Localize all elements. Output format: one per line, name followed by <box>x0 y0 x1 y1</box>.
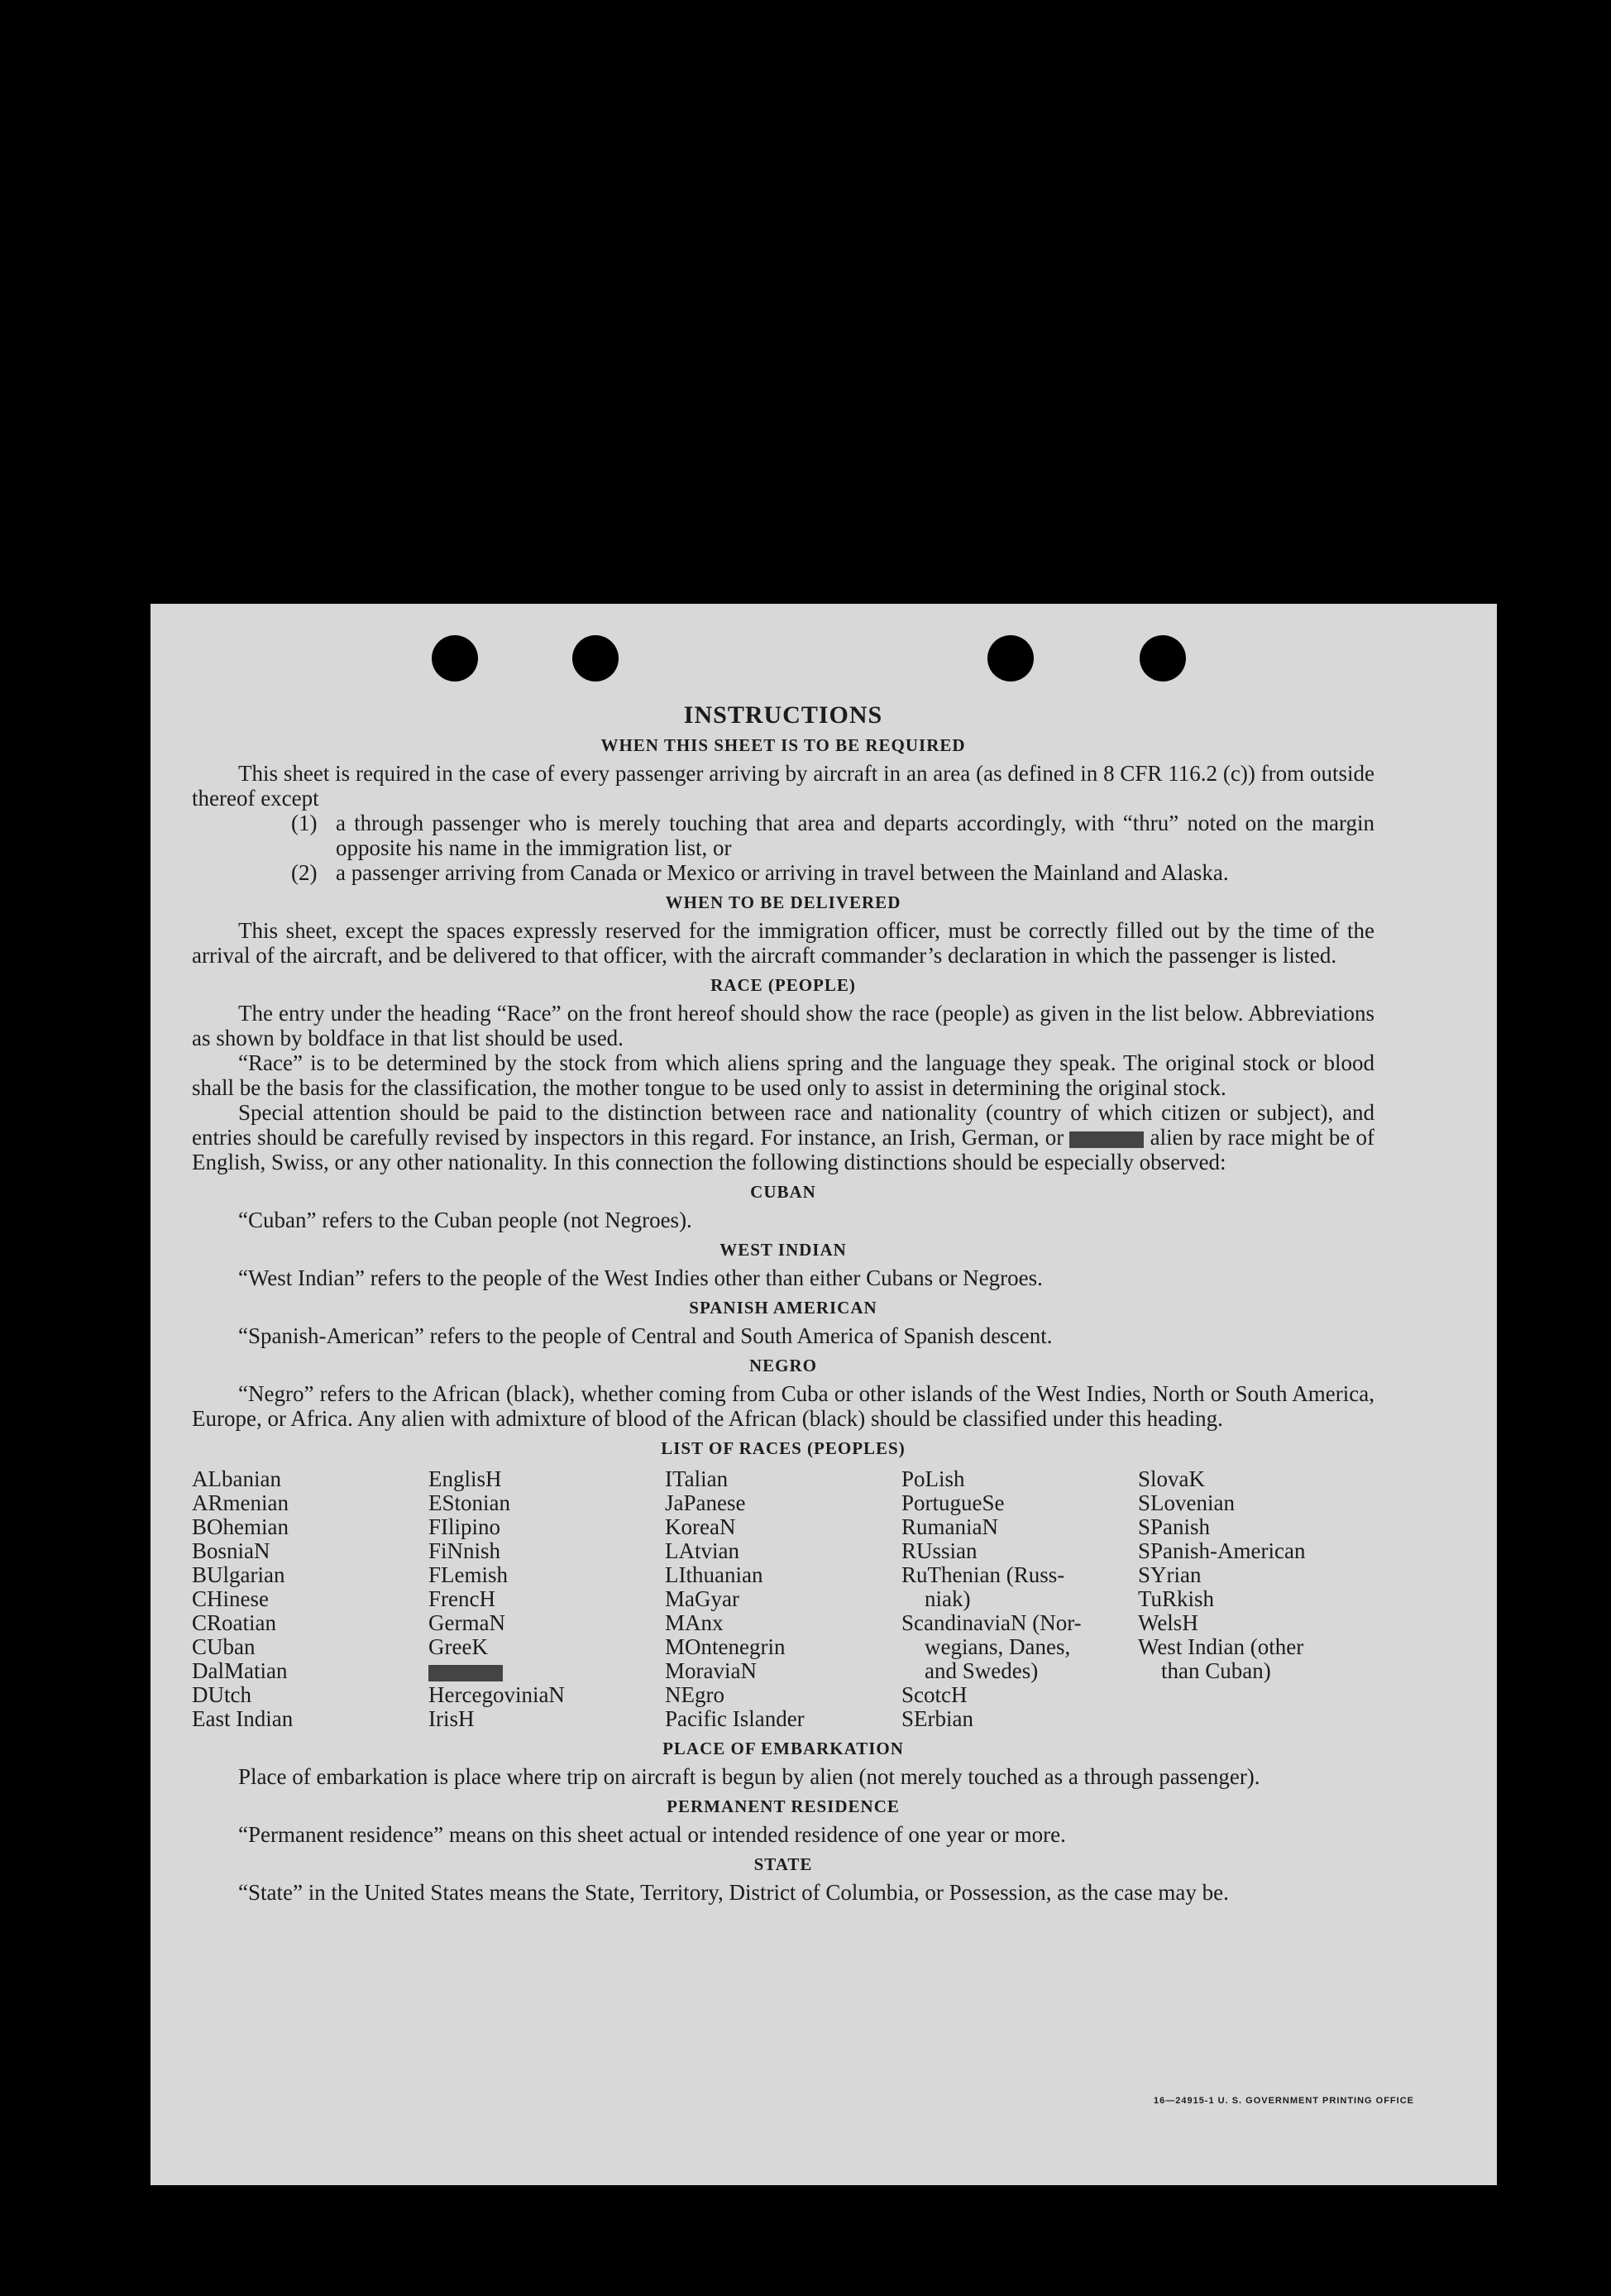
race-entry: PortugueSe <box>901 1490 1005 1515</box>
races-column <box>665 1467 901 1731</box>
item-text: a passenger arriving from Canada or Mexico or arriving in travel between the Mainland and Alaska. <box>336 860 1229 885</box>
race-entry: niak) <box>925 1586 971 1611</box>
race-entry: DalMatian <box>192 1658 288 1683</box>
cuban-text: “Cuban” refers to the Cuban people (not Negroes). <box>238 1208 692 1232</box>
race-entry: MoraviaN <box>665 1658 757 1683</box>
race-entry: SLovenian <box>1138 1490 1235 1515</box>
west-indian-text: “West Indian” refers to the people of the West Indies other than either Cubans or Negroes. <box>238 1265 1043 1290</box>
race-entry: ALbanian <box>192 1466 281 1491</box>
race-entry: PoLish <box>901 1466 965 1491</box>
item-text: a through passenger who is merely touching that area and departs accordingly, with “thru” noted on the margin opposite his name in the immigration list, or <box>336 811 1374 860</box>
race-entry: ITalian <box>665 1466 729 1491</box>
race-entry: TuRkish <box>1138 1586 1215 1611</box>
spanish-american-text: “Spanish-American” refers to the people of Central and South America of Spanish descent. <box>238 1323 1053 1348</box>
race-entry: BosniaN <box>192 1538 270 1563</box>
race-entry: MaGyar <box>665 1586 739 1611</box>
race-entry: LAtvian <box>665 1538 739 1563</box>
races-column <box>428 1467 665 1731</box>
race-entry: GermaN <box>428 1610 505 1635</box>
redaction-mark <box>428 1665 503 1681</box>
page-title: INSTRUCTIONS <box>683 701 883 729</box>
heading-state: STATE <box>753 1854 813 1874</box>
race-entry: ScotcH <box>901 1682 968 1707</box>
race-entry: DUtch <box>192 1682 251 1707</box>
redaction-mark <box>1069 1131 1144 1148</box>
race-entry: SPanish-American <box>1138 1538 1306 1563</box>
residence-text: “Permanent residence” means on this sheet actual or intended residence of one year or more. <box>238 1822 1066 1847</box>
race-entry: FrencH <box>428 1586 495 1611</box>
heading-delivered: WHEN TO BE DELIVERED <box>665 892 901 912</box>
race-entry: CHinese <box>192 1586 269 1611</box>
punch-hole <box>572 635 619 682</box>
race-entry: SErbian <box>901 1706 973 1731</box>
race-entry: Pacific Islander <box>665 1706 805 1731</box>
race-entry: EnglisH <box>428 1466 502 1491</box>
race-entry: KoreaN <box>665 1514 736 1539</box>
race-entry: NEgro <box>665 1682 724 1707</box>
race-entry: ARmenian <box>192 1490 289 1515</box>
race-entry: BOhemian <box>192 1514 289 1539</box>
heading-spanish-american: SPANISH AMERICAN <box>689 1298 877 1318</box>
race-entry: JaPanese <box>665 1490 746 1515</box>
race-entry: MAnx <box>665 1610 724 1635</box>
state-text: “State” in the United States means the State, Territory, District of Columbia, or Possession, as the case may be. <box>238 1880 1229 1905</box>
embarkation-text: Place of embarkation is place where trip on aircraft is begun by alien (not merely touched as a through passenger). <box>238 1764 1260 1789</box>
race-entry: SPanish <box>1138 1514 1211 1539</box>
race-entry: LIthuanian <box>665 1562 763 1587</box>
heading-embarkation: PLACE OF EMBARKATION <box>662 1739 904 1758</box>
race-entry: than Cuban) <box>1161 1658 1271 1683</box>
heading-negro: NEGRO <box>748 1356 817 1375</box>
race-entry: RUssian <box>901 1538 978 1563</box>
race-entry: MOntenegrin <box>665 1634 786 1659</box>
race-paragraph-1: The entry under the heading “Race” on the front hereof should show the race (people) as given in the list below. Abbreviations as shown by boldface in that list should be used. <box>192 1001 1374 1050</box>
race-entry: FiNnish <box>428 1538 501 1563</box>
race-entry: BUlgarian <box>192 1562 285 1587</box>
instruction-sheet <box>151 604 1497 2185</box>
heading-west-indian: WEST INDIAN <box>719 1240 847 1260</box>
race-entry: FIlipino <box>428 1514 501 1539</box>
punch-hole <box>1140 635 1186 682</box>
heading-residence: PERMANENT RESIDENCE <box>667 1796 900 1816</box>
heading-race: RACE (PEOPLE) <box>710 975 856 995</box>
required-intro: This sheet is required in the case of every passenger arriving by aircraft in an area (as defined in 8 CFR 116.2 (c)) from outside thereof except <box>192 761 1374 811</box>
race-entry: WelsH <box>1138 1610 1198 1635</box>
heading-list-of-races: LIST OF RACES (PEOPLES) <box>661 1438 906 1458</box>
race-entry: CRoatian <box>192 1610 276 1635</box>
item-number: (2) <box>291 860 318 885</box>
race-entry: RumaniaN <box>901 1514 998 1539</box>
race-entry: FLemish <box>428 1562 509 1587</box>
races-table <box>192 1467 1374 1731</box>
punch-hole <box>987 635 1034 682</box>
heading-required: WHEN THIS SHEET IS TO BE REQUIRED <box>600 735 966 755</box>
race-entry: West Indian (other <box>1138 1634 1304 1659</box>
negro-text: “Negro” refers to the African (black), whether coming from Cuba or other islands of the West Indies, North or South America, Europe, or Africa. Any alien with admixture of blood of the African (black) should be classified under this heading. <box>192 1381 1374 1431</box>
race-entry: wegians, Danes, <box>925 1634 1071 1659</box>
race-entry: RuThenian (Russ- <box>901 1562 1065 1587</box>
race-paragraph-3 <box>192 1100 1374 1174</box>
race-entry: HercegoviniaN <box>428 1682 565 1707</box>
race-paragraph-3a: Special attention should be paid to the distinction between race and nationality (country of which citizen or subject), and entries should be carefully revised by inspectors in this regard. For instance, an Irish, German, or <box>192 1100 1374 1150</box>
sheet-content <box>192 703 1374 1905</box>
race-paragraph-2: “Race” is to be determined by the stock from which aliens spring and the language they speak. The original stock or blood shall be the basis for the classification, the mother tongue to be used only to assist in determining the original stock. <box>192 1050 1374 1100</box>
race-entry: and Swedes) <box>925 1658 1039 1683</box>
item-number: (1) <box>291 811 318 835</box>
race-entry: IrisH <box>428 1706 475 1731</box>
list-item <box>291 811 1374 860</box>
races-column <box>901 1467 1138 1731</box>
races-column <box>192 1467 428 1731</box>
race-entry-redacted <box>428 1659 665 1683</box>
race-entry: ScandinaviaN (Nor- <box>901 1610 1082 1635</box>
race-entry: East Indian <box>192 1706 294 1731</box>
race-entry: CUban <box>192 1634 256 1659</box>
race-entry: EStonian <box>428 1490 510 1515</box>
races-column <box>1138 1467 1374 1731</box>
list-item <box>291 860 1374 885</box>
race-entry: SlovaK <box>1138 1466 1205 1491</box>
race-entry: SYrian <box>1138 1562 1202 1587</box>
printer-imprint: 16—24915-1 U. S. GOVERNMENT PRINTING OFFICE <box>1153 2096 1414 2106</box>
heading-cuban: CUBAN <box>750 1182 816 1202</box>
delivered-text: This sheet, except the spaces expressly reserved for the immigration officer, must be correctly filled out by the time of the arrival of the aircraft, and be delivered to that officer, with the aircraft commander’s declaration in which the passenger is listed. <box>192 918 1374 968</box>
punch-hole <box>432 635 478 682</box>
race-entry: GreeK <box>428 1634 488 1659</box>
race-paragraph-3b: alien by race might be of English, Swiss, or any other nationality. In this connection the following distinctions should be especially observed: <box>192 1125 1375 1174</box>
